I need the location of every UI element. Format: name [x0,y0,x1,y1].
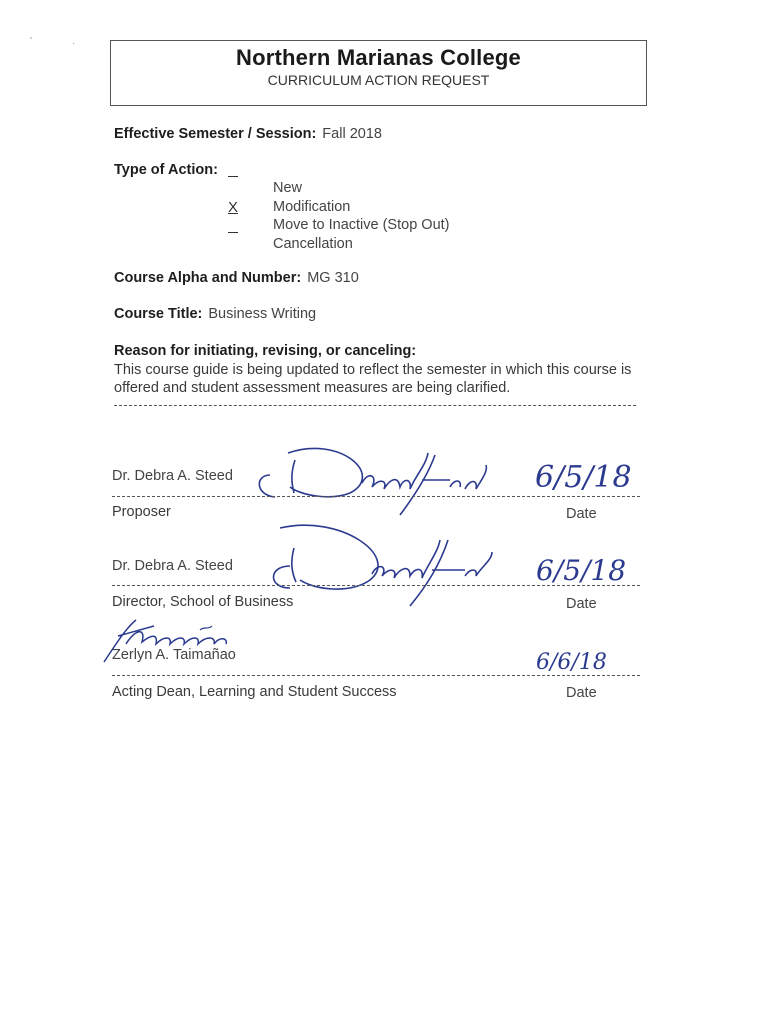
course-title-value: Business Writing [208,306,317,322]
course-title-label: Course Title: [114,306,203,322]
signature-image [260,518,520,608]
signer-name: Dr. Debra A. Steed [112,468,233,484]
scan-speck: · [72,38,76,49]
reason-field [114,343,416,359]
signature-line [112,585,640,586]
handwritten-date: 6/5/18 [536,554,627,587]
signer-role: Proposer [112,504,171,520]
signature-line [112,496,640,497]
signature-image [250,435,510,515]
document-title: Northern Marianas College [236,45,521,70]
handwritten-date: 6/5/18 [535,460,632,495]
course-title-field [114,306,316,322]
header-box [110,40,647,106]
effective-semester-label: Effective Semester / Session: [114,126,317,142]
effective-semester-field [114,126,382,142]
action-label: Modification [273,198,351,215]
course-alpha-value: MG 310 [307,270,359,286]
signer-name: Zerlyn A. Taimañao [112,647,236,663]
signer-role: Director, School of Business [112,594,294,610]
date-label: Date [566,506,597,522]
course-alpha-label: Course Alpha and Number: [114,270,302,286]
date-label: Date [566,596,597,612]
scan-speck: ' [30,36,32,47]
signature-line [112,675,640,676]
effective-semester-value: Fall 2018 [322,126,382,142]
type-of-action-label: Type of Action: [114,162,218,178]
reason-text: This course guide is being updated to reflect the semester in which this course is offered and student assessment measures are being clarified. [114,362,632,396]
action-mark: X [227,198,238,216]
course-alpha-field [114,270,359,286]
reason-label: Reason for initiating, revising, or canceling: [114,343,417,359]
date-label: Date [566,685,597,701]
action-label: Move to Inactive (Stop Out) [273,217,450,233]
action-label: New [273,180,303,196]
reason-divider [114,405,636,406]
handwritten-date: 6/6/18 [536,650,607,675]
action-label: Cancellation [273,235,353,252]
signer-role: Acting Dean, Learning and Student Success [112,684,397,700]
signer-name: Dr. Debra A. Steed [112,558,233,574]
document-subtitle: CURRICULUM ACTION REQUEST [267,72,490,88]
type-of-action-field [114,162,218,178]
